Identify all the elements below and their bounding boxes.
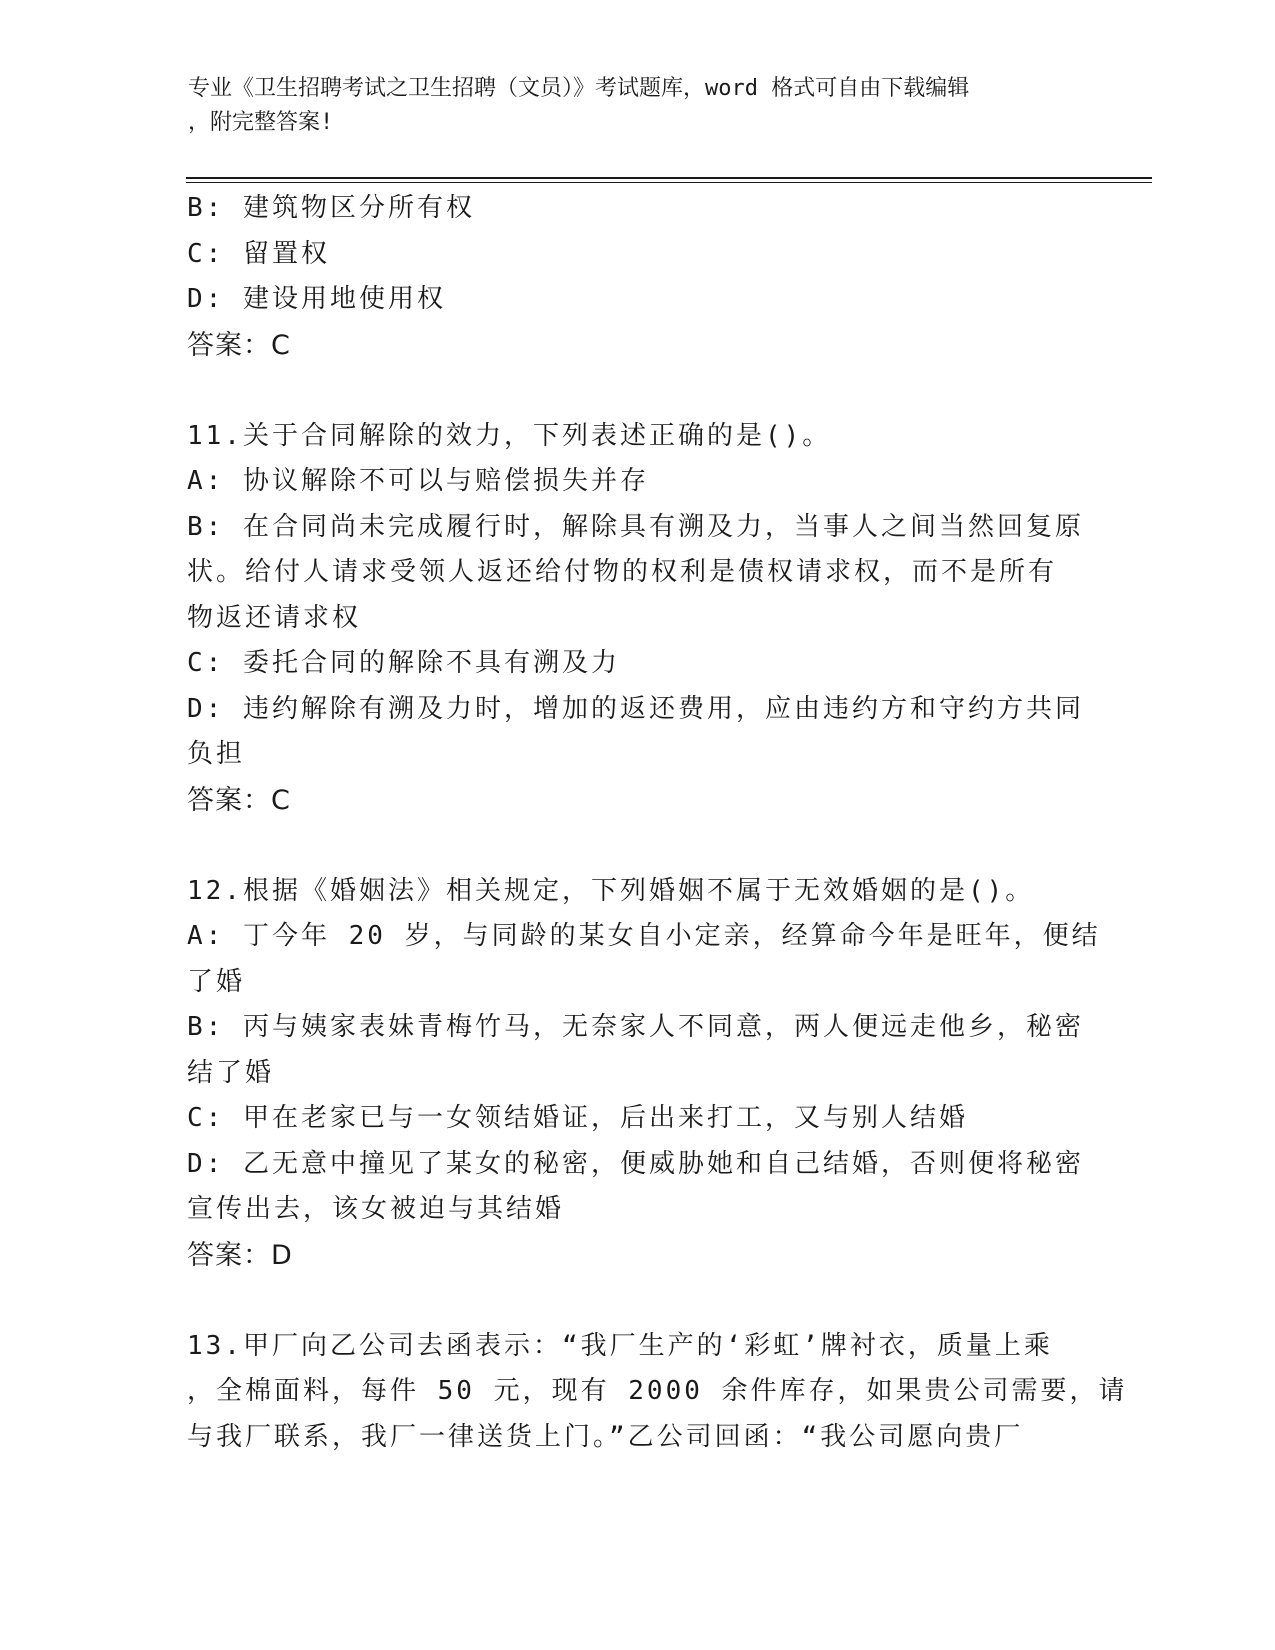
option-b: B: 在合同尚未完成履行时，解除具有溯及力，当事人之间当然回复原 xyxy=(187,511,1084,542)
answer-line: 答案：D xyxy=(187,1239,293,1271)
document-header xyxy=(188,72,1068,140)
answer-line: 答案：C xyxy=(187,329,291,361)
option-b-cont: 状。给付人请求受领人返还给付物的权利是债权请求权，而不是所有 xyxy=(187,557,1058,587)
header-divider-thin xyxy=(186,182,1152,183)
option-d-cont: 宣传出去，该女被迫与其结婚 xyxy=(187,1194,565,1224)
question-text: 12.根据《婚姻法》相关规定，下列婚姻不属于无效婚姻的是()。 xyxy=(187,875,1035,906)
option-d: D: 乙无意中撞见了某女的秘密，便威胁她和自己结婚，否则便将秘密 xyxy=(187,1148,1084,1179)
option-c: C: 委托合同的解除不具有溯及力 xyxy=(187,648,620,678)
question-gap xyxy=(187,823,1087,869)
option-d: D: 建设用地使用权 xyxy=(187,284,446,314)
question-text-cont: ，全棉面料，每件 50 元，现有 2000 余件库存，如果贵公司需要，请 xyxy=(187,1376,1128,1406)
option-c: C: 留置权 xyxy=(187,238,330,269)
question-text-cont: 与我厂联系，我厂一律送货上门。”乙公司回函：“我公司愿向贵厂 xyxy=(187,1421,1024,1452)
question-13 xyxy=(187,1324,1128,1461)
option-b: B: 建筑物区分所有权 xyxy=(187,193,475,223)
header-divider-thick xyxy=(186,177,1152,179)
question-text: 11.关于合同解除的效力，下列表述正确的是()。 xyxy=(187,420,832,451)
option-b-cont: 物返还请求权 xyxy=(187,602,362,633)
question-gap xyxy=(187,1278,1087,1324)
header-line-2: ，附完整答案! xyxy=(188,110,334,135)
prev-question-block xyxy=(187,186,1087,368)
option-a-cont: 了婚 xyxy=(187,966,246,997)
option-d: D: 违约解除有溯及力时，增加的返还费用，应由违约方和守约方共同 xyxy=(187,693,1084,724)
option-a: A: 协议解除不可以与赔偿损失并存 xyxy=(187,466,649,496)
question-gap xyxy=(187,368,1087,414)
option-b-cont: 结了婚 xyxy=(187,1057,275,1088)
question-11 xyxy=(187,414,1087,824)
question-12 xyxy=(187,869,1101,1279)
option-a: A: 丁今年 20 岁，与同龄的某女自小定亲，经算命今年是旺年，便结 xyxy=(187,921,1101,951)
option-c: C: 甲在老家已与一女领结婚证，后出来打工，又与别人结婚 xyxy=(187,1103,968,1133)
question-text: 13.甲厂向乙公司去函表示：“我厂生产的‘彩虹’牌衬衣，质量上乘 xyxy=(187,1330,1053,1361)
option-d-cont: 负担 xyxy=(187,739,246,769)
header-line-1: 专业《卫生招聘考试之卫生招聘（文员）》考试题库，word 格式可自由下载编辑 xyxy=(188,76,970,101)
answer-line: 答案：C xyxy=(187,784,291,816)
question-content xyxy=(187,186,1128,1460)
option-b: B: 丙与姨家表妹青梅竹马，无奈家人不同意，两人便远走他乡，秘密 xyxy=(187,1012,1084,1042)
